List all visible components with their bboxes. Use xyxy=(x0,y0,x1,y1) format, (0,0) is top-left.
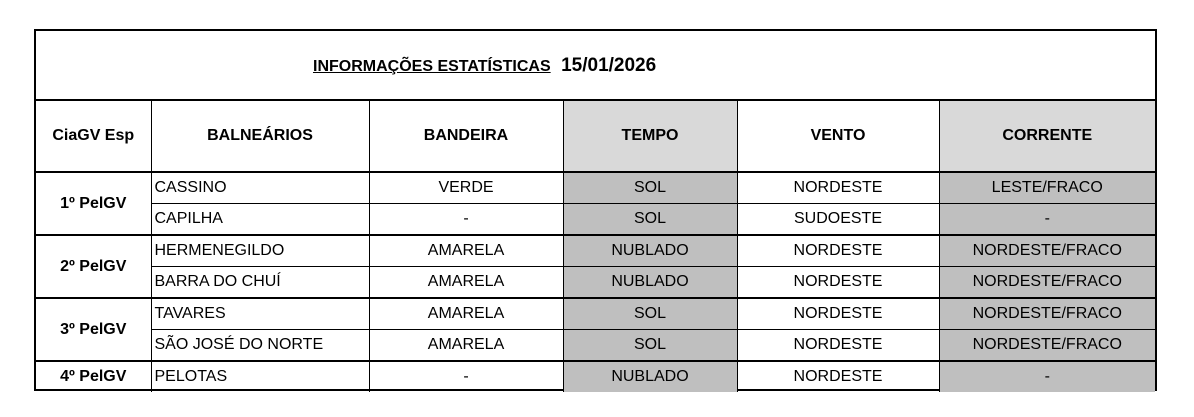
header-bandeira: BANDEIRA xyxy=(369,101,563,172)
corrente-cell: LESTE/FRACO xyxy=(939,172,1155,204)
vento-cell: NORDESTE xyxy=(737,267,939,299)
table-row xyxy=(36,204,1155,236)
balneario-cell: HERMENEGILDO xyxy=(151,235,369,267)
vento-cell: NORDESTE xyxy=(737,172,939,204)
header-balnearios: BALNEÁRIOS xyxy=(151,101,369,172)
bandeira-cell: VERDE xyxy=(369,172,563,204)
header-tempo: TEMPO xyxy=(563,101,737,172)
bandeira-cell: AMARELA xyxy=(369,298,563,330)
table-row xyxy=(36,235,1155,267)
vento-cell: NORDESTE xyxy=(737,298,939,330)
title xyxy=(313,55,656,77)
tempo-cell: SOL xyxy=(563,298,737,330)
title-band xyxy=(36,31,1155,101)
statistics-sheet xyxy=(34,29,1157,391)
vento-cell: NORDESTE xyxy=(737,330,939,362)
balneario-cell: BARRA DO CHUÍ xyxy=(151,267,369,299)
corrente-cell: - xyxy=(939,361,1155,392)
corrente-cell: NORDESTE/FRACO xyxy=(939,330,1155,362)
bandeira-cell: AMARELA xyxy=(369,330,563,362)
corrente-cell: - xyxy=(939,204,1155,236)
bandeira-cell: AMARELA xyxy=(369,267,563,299)
balneario-cell: SÃO JOSÉ DO NORTE xyxy=(151,330,369,362)
corrente-cell: NORDESTE/FRACO xyxy=(939,235,1155,267)
table-row xyxy=(36,172,1155,204)
report-date: 15/01/2026 xyxy=(561,55,657,76)
tempo-cell: SOL xyxy=(563,204,737,236)
tempo-cell: NUBLADO xyxy=(563,235,737,267)
header-corrente: CORRENTE xyxy=(939,101,1155,172)
header-ciagv: CiaGV Esp xyxy=(36,101,151,172)
tempo-cell: SOL xyxy=(563,330,737,362)
bandeira-cell: - xyxy=(369,204,563,236)
balneario-cell: TAVARES xyxy=(151,298,369,330)
header-vento: VENTO xyxy=(737,101,939,172)
table-row xyxy=(36,298,1155,330)
corrente-cell: NORDESTE/FRACO xyxy=(939,298,1155,330)
balneario-cell: CAPILHA xyxy=(151,204,369,236)
tempo-cell: NUBLADO xyxy=(563,267,737,299)
vento-cell: NORDESTE xyxy=(737,361,939,392)
balneario-cell: PELOTAS xyxy=(151,361,369,392)
corrente-cell: NORDESTE/FRACO xyxy=(939,267,1155,299)
bandeira-cell: AMARELA xyxy=(369,235,563,267)
balneario-cell: CASSINO xyxy=(151,172,369,204)
title-label: INFORMAÇÕES ESTATÍSTICAS xyxy=(313,58,551,75)
group-label: 4º PelGV xyxy=(36,361,151,392)
group-label: 1º PelGV xyxy=(36,172,151,235)
group-label: 3º PelGV xyxy=(36,298,151,361)
tempo-cell: NUBLADO xyxy=(563,361,737,392)
bandeira-cell: - xyxy=(369,361,563,392)
header-row xyxy=(36,101,1155,172)
vento-cell: NORDESTE xyxy=(737,235,939,267)
tempo-cell: SOL xyxy=(563,172,737,204)
statistics-table xyxy=(36,101,1155,392)
vento-cell: SUDOESTE xyxy=(737,204,939,236)
group-label: 2º PelGV xyxy=(36,235,151,298)
table-row xyxy=(36,330,1155,362)
table-row xyxy=(36,267,1155,299)
table-row xyxy=(36,361,1155,392)
